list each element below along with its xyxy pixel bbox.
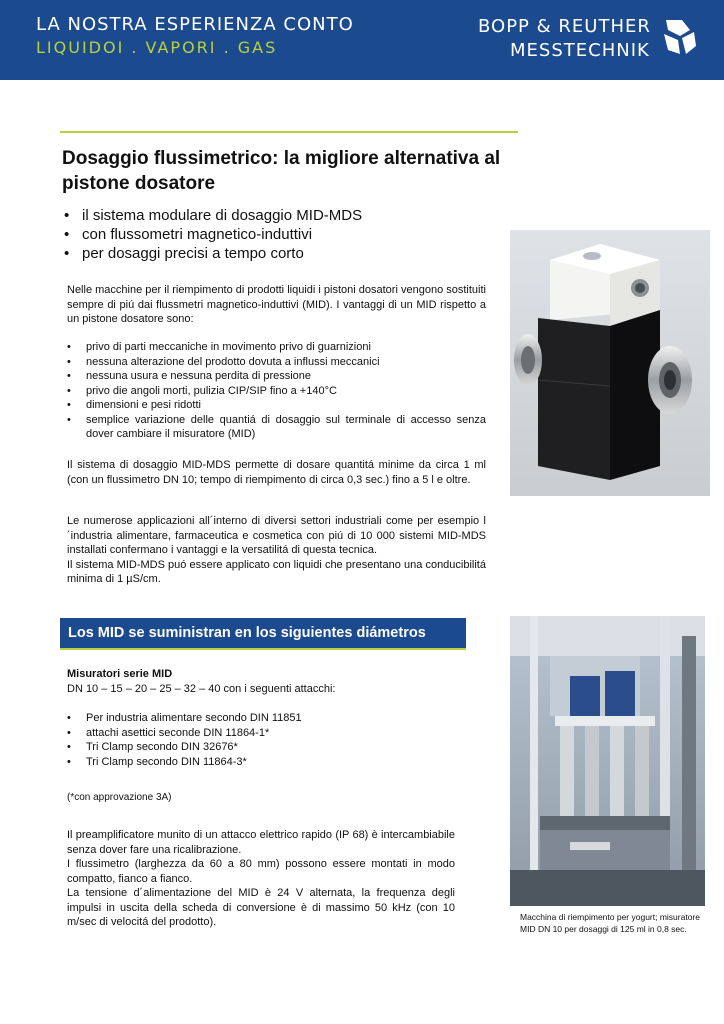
advantage-item: • nessuna alterazione del prodotto dovuta a influssi meccanici — [67, 355, 486, 370]
advantages-list — [67, 340, 486, 442]
diameters-banner-text: Los MID se suministran en los siguientes diámetros — [68, 625, 426, 641]
filling-machine-photo — [510, 616, 705, 906]
advantage-item: • semplice variazione delle quantiá di dosaggio sul terminale di accesso senza dover cambiare il misuratore (MID) — [67, 413, 486, 442]
connection-item: • Tri Clamp secondo DIN 32676* — [67, 740, 467, 755]
brand-name-line1: BOPP & REUTHER — [478, 16, 651, 37]
flowmeter-product-photo — [510, 230, 710, 496]
header-subtagline: LIQUIDOI . VAPORI . GAS — [36, 38, 278, 57]
series-title: Misuratori serie MID — [67, 668, 173, 680]
connection-item: • attachi asettici seconde DIN 11864-1* — [67, 726, 467, 741]
diameters-banner — [60, 618, 466, 650]
highlight-item: • con flussometri magnetico-induttivi — [62, 225, 502, 244]
voltage-text: La tensione d´alimentazione del MID è 24 V alternata, la frequenza degli impulsi in uscita della scheda di conversione è di massimo 50 kHz (con 10 m/sec di velocitá del prodotto). — [67, 887, 455, 928]
connection-item: • Tri Clamp secondo DIN 11864-3* — [67, 755, 467, 770]
preamp-text: Il preamplificatore munito di un attacco elettrico rapido (IP 68) è intercambiabile senza dover fare una ricalibrazione. — [67, 829, 455, 856]
applications-text-1: Le numerose applicazioni all´interno di diversi settori industriali come per esempio l´industria alimentare, farmaceutica e cosmetica con piú di 10 000 sistemi MID-MDS installati confermano i vantaggi e la versatilitá di questa tecnica. — [67, 515, 486, 556]
page-header — [0, 0, 724, 80]
brand-name-line2: MESSTECHNIK — [510, 40, 650, 61]
technical-paragraph — [67, 828, 455, 930]
brand-name — [478, 15, 651, 63]
applications-text-2: Il sistema MID-MDS puó essere applicato con liquidi che presentano una conducibilitá minima di 1 µS/cm. — [67, 558, 486, 585]
applications-paragraph — [67, 514, 486, 587]
mounting-text: I flussimetro (larghezza da 60 a 80 mm) possono essere montati in modo compatto, fianco a fianco. — [67, 858, 455, 885]
intro-paragraph: Nelle macchine per il riempimento di prodotti liquidi i pistoni dosatori vengono sostituiti sempre di piú dai flussmetri magnetico-induttivi (MID). I vantaggi di un MID rispetto a un pistone dosatore sono: — [67, 284, 486, 325]
dosing-paragraph: Il sistema di dosaggio MID-MDS permette di dosare quantitá minime da circa 1 ml (con un flussimetro DN 10; tempo di riempimento di circa 0,3 sec.) fino a 5 l e oltre. — [67, 459, 486, 486]
highlight-item: • per dosaggi precisi a tempo corto — [62, 244, 502, 263]
header-tagline: LA NOSTRA ESPERIENZA CONTO — [36, 14, 354, 35]
title-divider — [60, 131, 518, 133]
figure-caption: Macchina di riempimento per yogurt; misuratore MID DN 10 per dosaggi di 125 ml in 0,8 sec. — [520, 912, 700, 934]
approval-note: (*con approvazione 3A) — [67, 792, 172, 803]
advantage-item: • privo di parti meccaniche in movimento privo di guarnizioni — [67, 340, 486, 355]
series-sizes: DN 10 – 15 – 20 – 25 – 32 – 40 con i seguenti attacchi: — [67, 683, 336, 695]
advantage-item: • nessuna usura e nessuna perdita di pressione — [67, 369, 486, 384]
advantage-item: • dimensioni e pesi ridotti — [67, 398, 486, 413]
advantage-item: • privo die angoli morti, pulizia CIP/SIP fino a +140°C — [67, 384, 486, 399]
connection-item: • Per industria alimentare secondo DIN 11851 — [67, 711, 467, 726]
bopp-reuther-logo-icon — [660, 16, 700, 58]
highlights-list — [62, 206, 502, 263]
connections-list — [67, 711, 467, 769]
article-title: Dosaggio flussimetrico: la migliore alternativa al pistone dosatore — [62, 148, 501, 194]
highlight-item: • il sistema modulare di dosaggio MID-MDS — [62, 206, 502, 225]
